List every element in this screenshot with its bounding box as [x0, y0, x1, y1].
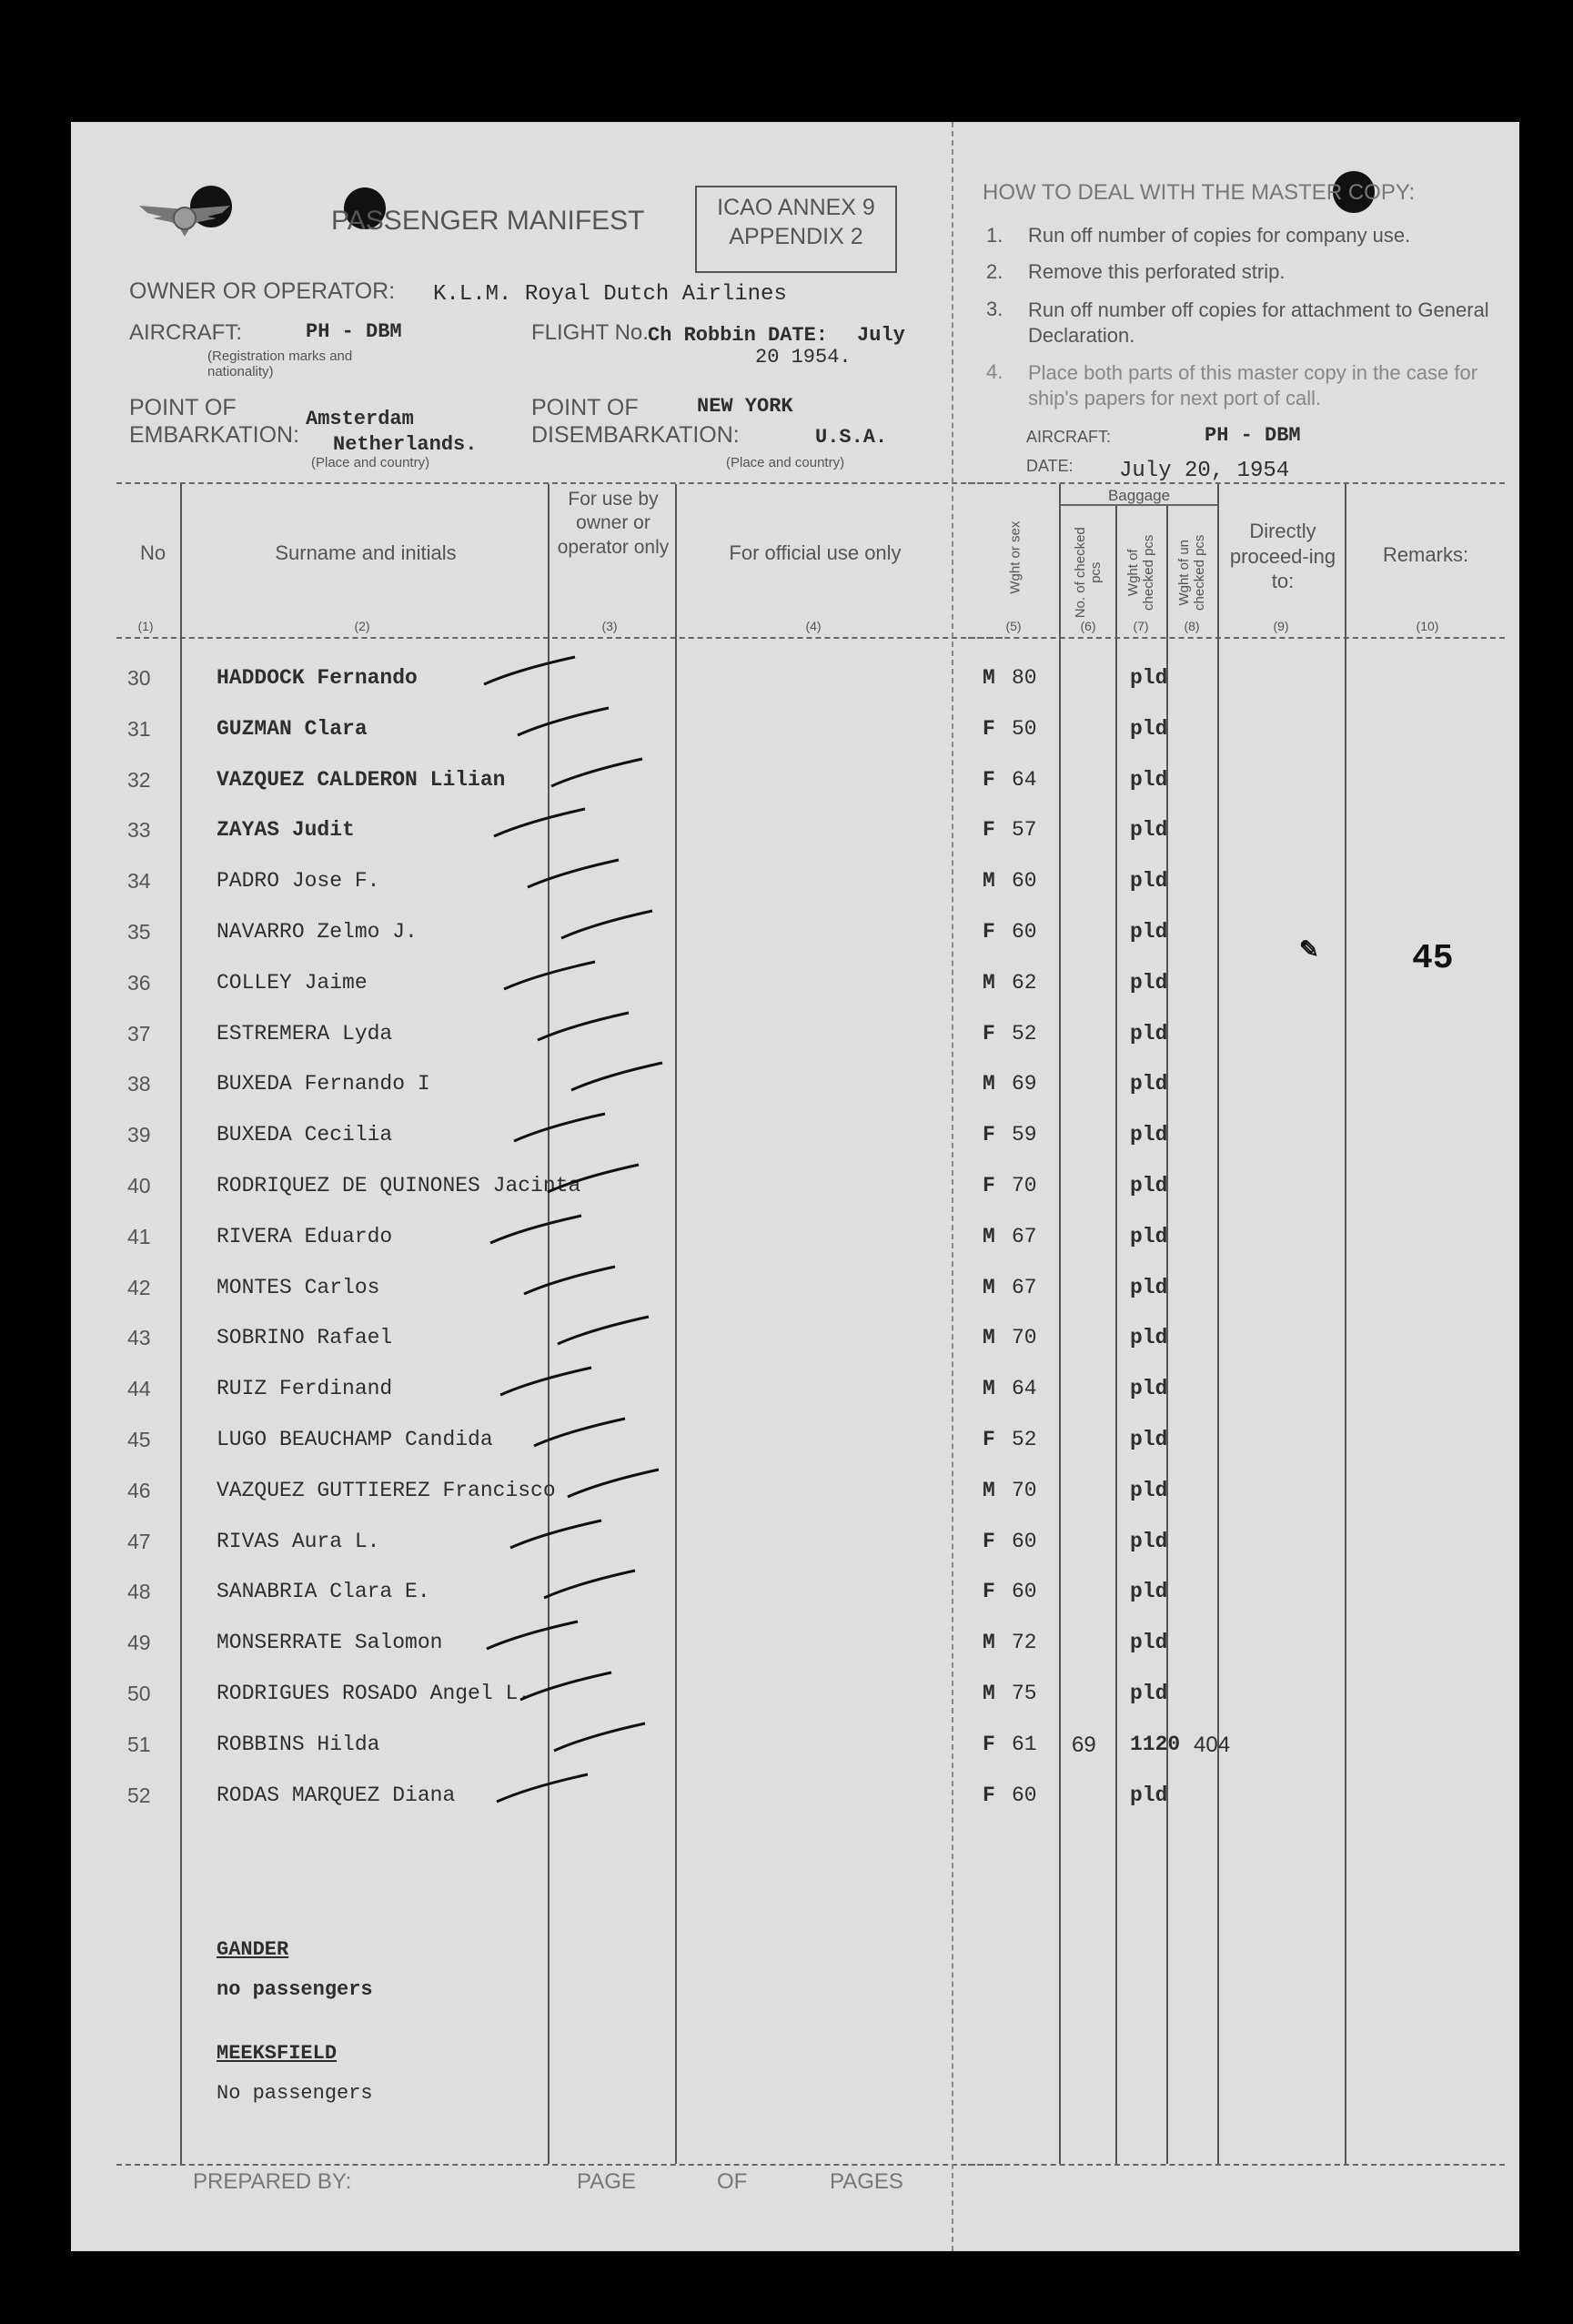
- row-number: 51: [127, 1733, 151, 1756]
- footer-rule: [968, 2164, 1505, 2166]
- baggage-status: pld: [1130, 1580, 1168, 1603]
- of-label: OF: [717, 2169, 748, 2194]
- row-number: 43: [127, 1326, 151, 1349]
- row-number: 40: [127, 1174, 151, 1197]
- baggage-status: pld: [1130, 768, 1168, 792]
- passenger-sex: M: [983, 1682, 995, 1705]
- col-num: (7): [1133, 619, 1149, 633]
- passenger-weight: 60: [1012, 1783, 1037, 1807]
- check-mark-icon: [517, 1669, 617, 1705]
- passenger-name: RIVERA Eduardo: [217, 1225, 393, 1248]
- row-number: 50: [127, 1682, 151, 1705]
- pages-label: PAGES: [830, 2169, 903, 2194]
- passenger-name: RODAS MARQUEZ Diana: [217, 1783, 456, 1807]
- icao-line1: ICAO ANNEX 9: [717, 195, 875, 220]
- passenger-sex: F: [983, 1123, 995, 1147]
- passenger-name: LUGO BEAUCHAMP Candida: [217, 1428, 493, 1451]
- col-owner-use: For use by owner or operator only: [557, 489, 670, 558]
- passenger-name: ZAYAS Judit: [217, 818, 355, 842]
- passenger-name: COLLEY Jaime: [217, 971, 368, 995]
- passenger-name: RODRIGUES ROSADO Angel L.: [217, 1682, 531, 1705]
- check-mark-icon: [500, 958, 600, 995]
- passenger-weight: 57: [1012, 818, 1037, 842]
- baggage-status: pld: [1130, 869, 1168, 893]
- passenger-sex: M: [983, 971, 995, 995]
- passenger-sex: F: [983, 1783, 995, 1807]
- baggage-status: pld: [1130, 666, 1168, 690]
- check-mark-icon: [493, 1771, 593, 1807]
- page-label: PAGE: [577, 2169, 636, 2194]
- column-divider: [180, 484, 182, 2164]
- col-no: No: [139, 541, 166, 564]
- passenger-weight: 60: [1012, 869, 1037, 893]
- meeksfield-label: MEEKSFIELD: [217, 2042, 338, 2065]
- passenger-weight: 60: [1012, 1580, 1037, 1603]
- col-num: (2): [354, 619, 370, 633]
- header-rule: [116, 482, 1003, 484]
- gander-note: no passengers: [217, 1978, 373, 2001]
- embark-label-2: EMBARKATION:: [129, 422, 300, 448]
- passenger-weight: 75: [1012, 1682, 1037, 1705]
- check-mark-icon: [497, 1364, 597, 1400]
- check-mark-icon: [554, 1313, 654, 1349]
- col-wght-unchecked: Wght of un checked pcs: [1175, 534, 1207, 611]
- passenger-sex: F: [983, 1022, 995, 1046]
- manifest-page: PASSENGER MANIFEST ICAO ANNEX 9 APPENDIX 2 OWNER OR OPERATOR: K.L.M. Royal Dutch Airlines AIRCRAFT: PH - DBM (Registration marks and nationality) FLIGHT No. Ch Robbin DATE: July 20 1954. POINT OF EMBARKATION: Amsterdam Netherlands. (Place and country) POINT OF DISEMBARKATION: NEW YORK U.S.A. (Place and country) HOW TO DEAL WITH THE MASTER COPY: 1. Run off number of copies for company use. 2. Remove this perforated strip. 3. Run off number off copies for attachment to General Declaration. 4. Place both parts of this master copy in the case for ship's papers for next port of call. AIRCRAFT: PH - DBM DATE: July 20, 1954 No Surname and initials For use by owner or operator only For official use only Wght or sex Baggage No. of checked pcs Wght of checked pcs Wght of un checked pcs Directly proceed-ing to: Remarks: (1) (2) (3) (4) (5) (6) (7) (8) (9) (10) 30 HADDOCK Fernando M 80 pld 31 GUZMAN Clara F 50 pld 32 VAZQUEZ CALDERON Lilian F 64 pld 33 ZAYAS Judit F 57 pld 34 PADRO Jose F. M 60 pld 35 NAVARRO Zelmo J. F 60 pld 36 COLLEY Jaime M 62 pld 37 ESTREMERA Lyda F 52 pld 38 BUXEDA Fernando I M 69 pld 39 BUXEDA Cecilia F 59 pld 40 RODRIQUEZ DE QUINONES Jacinta F 70 pld 41 RIVERA Eduardo M 67 pld 42 MONTES Carlos M 67 pld 43 SOBRINO Rafael M 70 pld 44 RUIZ Ferdinand M 64 pld 45 LUGO BEAUCHAMP Candida F 52 pld 46 VAZQUEZ GUTTIEREZ Francisco M 70 pld 47 RIVAS Aura L. F 60 pld 48 SANABRIA Clara E. F 60 pld 49 MONSERRATE Salomon M 72 pld 50 RODRIGUES ROSADO Angel L. M 75 pld 51 ROBBINS Hilda F 61 69 1120 404 52 RODAS MARQUEZ Diana F 60 pld ✎ 45 GANDER no passengers MEEKSFIELD No passengers PREPARED BY: PAGE OF PAGES: [71, 122, 1519, 2251]
- col-surname: Surname and initials: [275, 541, 457, 564]
- instr-aircraft-label: AIRCRAFT:: [1026, 428, 1112, 446]
- passenger-sex: F: [983, 920, 995, 944]
- passenger-weight: 60: [1012, 920, 1037, 944]
- passenger-name: NAVARRO Zelmo J.: [217, 920, 418, 944]
- footer-rule: [116, 2164, 1003, 2166]
- passenger-sex: F: [983, 768, 995, 792]
- baggage-status: pld: [1130, 717, 1168, 741]
- baggage-status: 1120: [1130, 1733, 1181, 1756]
- passenger-name: ROBBINS Hilda: [217, 1733, 380, 1756]
- row-number: 33: [127, 818, 151, 842]
- passenger-name: MONSERRATE Salomon: [217, 1631, 443, 1654]
- check-mark-icon: [483, 1618, 583, 1654]
- row-number: 32: [127, 768, 151, 792]
- date-label: DATE:: [768, 324, 829, 347]
- check-mark-icon: [534, 1009, 634, 1046]
- baggage-status: pld: [1130, 1276, 1168, 1299]
- passenger-name: VAZQUEZ GUTTIEREZ Francisco: [217, 1479, 556, 1502]
- passenger-sex: M: [983, 1377, 995, 1400]
- col-directly: Directly proceed-ing to:: [1229, 520, 1336, 592]
- passenger-weight: 72: [1012, 1631, 1037, 1654]
- passenger-sex: F: [983, 818, 995, 842]
- winged-logo-icon: [135, 197, 235, 244]
- baggage-status: pld: [1130, 1072, 1168, 1096]
- passenger-weight: 69: [1012, 1072, 1037, 1096]
- passenger-sex: M: [983, 1276, 995, 1299]
- passenger-name: HADDOCK Fernando: [217, 666, 418, 690]
- passenger-weight: 50: [1012, 717, 1037, 741]
- row-number: 31: [127, 717, 151, 741]
- check-mark-icon: [548, 755, 648, 792]
- check-mark-icon: [558, 907, 658, 944]
- passenger-name: PADRO Jose F.: [217, 869, 380, 893]
- embark-value-1: Amsterdam: [306, 408, 414, 430]
- passenger-weight: 67: [1012, 1225, 1037, 1248]
- row-number: 41: [127, 1225, 151, 1248]
- gander-label: GANDER: [217, 1938, 289, 1961]
- col-weight-sex: Wght or sex: [1007, 520, 1023, 594]
- passenger-weight: 70: [1012, 1174, 1037, 1197]
- col-num: (4): [805, 619, 822, 633]
- passenger-name: VAZQUEZ CALDERON Lilian: [217, 768, 506, 792]
- row-number: 30: [127, 666, 151, 690]
- row-number: 37: [127, 1022, 151, 1046]
- col-num: (10): [1416, 619, 1439, 633]
- passenger-name: BUXEDA Cecilia: [217, 1123, 393, 1147]
- baggage-status: pld: [1130, 1631, 1168, 1654]
- check-mark-icon: [568, 1059, 668, 1096]
- col-baggage: Baggage: [1107, 487, 1171, 504]
- passenger-sex: F: [983, 717, 995, 741]
- col-wght-checked: Wght of checked pcs: [1124, 534, 1156, 611]
- passenger-weight: 70: [1012, 1479, 1037, 1502]
- passenger-name: RODRIQUEZ DE QUINONES Jacinta: [217, 1174, 581, 1197]
- embark-label-1: POINT OF: [129, 395, 237, 420]
- remark-mark-icon: ✎: [1299, 935, 1319, 963]
- instr-date-value: July 20, 1954: [1119, 459, 1290, 483]
- row-number: 46: [127, 1479, 151, 1502]
- passenger-weight: 59: [1012, 1123, 1037, 1147]
- baggage-status: pld: [1130, 818, 1168, 842]
- passenger-weight: 64: [1012, 1377, 1037, 1400]
- baggage-status: pld: [1130, 1428, 1168, 1451]
- row-number: 44: [127, 1377, 151, 1400]
- header-rule: [968, 482, 1505, 484]
- prepared-by-label: PREPARED BY:: [193, 2169, 352, 2194]
- remark-count: 45: [1412, 939, 1454, 978]
- disembark-label-1: POINT OF: [531, 395, 639, 420]
- owner-value: K.L.M. Royal Dutch Airlines: [433, 282, 787, 307]
- col-checked-pcs: No. of checked pcs: [1072, 527, 1104, 619]
- date-value-1: July: [857, 324, 905, 347]
- passenger-name: MONTES Carlos: [217, 1276, 380, 1299]
- col-num: (8): [1184, 619, 1200, 633]
- check-mark-icon: [487, 1212, 587, 1248]
- aircraft-label: AIRCRAFT:: [129, 320, 243, 345]
- col-official: For official use only: [729, 541, 902, 564]
- passenger-sex: F: [983, 1530, 995, 1553]
- row-number: 45: [127, 1428, 151, 1451]
- instr-date-label: DATE:: [1026, 457, 1074, 475]
- baggage-status: pld: [1130, 920, 1168, 944]
- passenger-name: RIVAS Aura L.: [217, 1530, 380, 1553]
- passenger-sex: M: [983, 1072, 995, 1096]
- page-title: PASSENGER MANIFEST: [331, 206, 645, 236]
- passenger-weight: 52: [1012, 1022, 1037, 1046]
- icao-line2: APPENDIX 2: [729, 224, 863, 249]
- check-mark-icon: [514, 704, 614, 741]
- check-mark-icon: [524, 856, 624, 893]
- disembark-label-2: DISEMBARKATION:: [531, 422, 740, 448]
- perforation: [952, 122, 953, 2251]
- baggage-status: pld: [1130, 1326, 1168, 1349]
- disembark-value-1: NEW YORK: [697, 395, 793, 418]
- check-mark-icon: [530, 1415, 630, 1451]
- row-number: 47: [127, 1530, 151, 1553]
- passenger-name: RUIZ Ferdinand: [217, 1377, 393, 1400]
- baggage-status: pld: [1130, 1682, 1168, 1705]
- passenger-weight: 80: [1012, 666, 1037, 690]
- baggage-status: pld: [1130, 1123, 1168, 1147]
- check-mark-icon: [520, 1263, 620, 1299]
- passenger-weight: 62: [1012, 971, 1037, 995]
- embark-value-2: Netherlands.: [333, 433, 478, 456]
- passenger-weight: 61: [1012, 1733, 1037, 1756]
- baggage-status: pld: [1130, 971, 1168, 995]
- baggage-status: pld: [1130, 1022, 1168, 1046]
- disembark-value-2: U.S.A.: [815, 426, 888, 449]
- embark-sub: (Place and country): [311, 455, 430, 470]
- row-number: 39: [127, 1123, 151, 1147]
- flight-label: FLIGHT No.: [531, 320, 649, 345]
- column-divider: [1345, 484, 1346, 2164]
- check-mark-icon: [540, 1567, 640, 1603]
- passenger-name: GUZMAN Clara: [217, 717, 368, 741]
- passenger-weight: 64: [1012, 768, 1037, 792]
- row-number: 38: [127, 1072, 151, 1096]
- row-number: 35: [127, 920, 151, 944]
- checked-pcs: 69: [1072, 1733, 1096, 1757]
- disembark-sub: (Place and country): [726, 455, 845, 470]
- date-value-2: 20 1954.: [755, 346, 852, 369]
- passenger-sex: F: [983, 1733, 995, 1756]
- column-divider: [1059, 484, 1061, 2164]
- check-mark-icon: [507, 1517, 607, 1553]
- aircraft-value: PH - DBM: [306, 320, 402, 343]
- col-remarks: Remarks:: [1382, 543, 1469, 566]
- passenger-sex: M: [983, 1631, 995, 1654]
- passenger-sex: F: [983, 1174, 995, 1197]
- owner-label: OWNER OR OPERATOR:: [129, 278, 396, 304]
- row-number: 36: [127, 971, 151, 995]
- aircraft-sub: (Registration marks and nationality): [207, 349, 353, 379]
- header-rule: [968, 637, 1505, 639]
- column-divider: [675, 484, 677, 2164]
- unchecked-weight: 404: [1194, 1733, 1231, 1757]
- col-num: (5): [1005, 619, 1022, 633]
- column-divider: [1217, 484, 1219, 2164]
- row-number: 52: [127, 1783, 151, 1807]
- passenger-sex: F: [983, 1580, 995, 1603]
- baggage-status: pld: [1130, 1479, 1168, 1502]
- col-num: (9): [1273, 619, 1289, 633]
- header-rule: [116, 637, 1003, 639]
- row-number: 34: [127, 869, 151, 893]
- passenger-sex: F: [983, 1428, 995, 1451]
- flight-value: Ch Robbin: [648, 324, 756, 347]
- row-number: 42: [127, 1276, 151, 1299]
- check-mark-icon: [490, 805, 590, 842]
- passenger-name: SOBRINO Rafael: [217, 1326, 393, 1349]
- passenger-sex: M: [983, 1326, 995, 1349]
- passenger-name: ESTREMERA Lyda: [217, 1022, 393, 1046]
- baggage-status: pld: [1130, 1530, 1168, 1553]
- row-number: 48: [127, 1580, 151, 1603]
- check-mark-icon: [564, 1466, 664, 1502]
- instructions-title: HOW TO DEAL WITH THE MASTER COPY:: [983, 180, 1416, 205]
- passenger-name: SANABRIA Clara E.: [217, 1580, 430, 1603]
- passenger-sex: M: [983, 1479, 995, 1502]
- check-mark-icon: [480, 653, 580, 690]
- passenger-weight: 70: [1012, 1326, 1037, 1349]
- col-num: (3): [601, 619, 618, 633]
- row-number: 49: [127, 1631, 151, 1654]
- check-mark-icon: [550, 1720, 650, 1756]
- instr-aircraft-value: PH - DBM: [1205, 424, 1301, 447]
- meeksfield-note: No passengers: [217, 2082, 373, 2105]
- baggage-status: pld: [1130, 1783, 1168, 1807]
- passenger-sex: M: [983, 1225, 995, 1248]
- col-num: (1): [137, 619, 154, 633]
- baggage-status: pld: [1130, 1225, 1168, 1248]
- passenger-sex: M: [983, 666, 995, 690]
- passenger-name: BUXEDA Fernando I: [217, 1072, 430, 1096]
- passenger-weight: 60: [1012, 1530, 1037, 1553]
- check-mark-icon: [544, 1161, 644, 1197]
- passenger-weight: 67: [1012, 1276, 1037, 1299]
- baggage-status: pld: [1130, 1174, 1168, 1197]
- check-mark-icon: [510, 1110, 610, 1147]
- baggage-status: pld: [1130, 1377, 1168, 1400]
- passenger-sex: M: [983, 869, 995, 893]
- passenger-weight: 52: [1012, 1428, 1037, 1451]
- column-divider: [1115, 504, 1117, 2164]
- col-num: (6): [1080, 619, 1096, 633]
